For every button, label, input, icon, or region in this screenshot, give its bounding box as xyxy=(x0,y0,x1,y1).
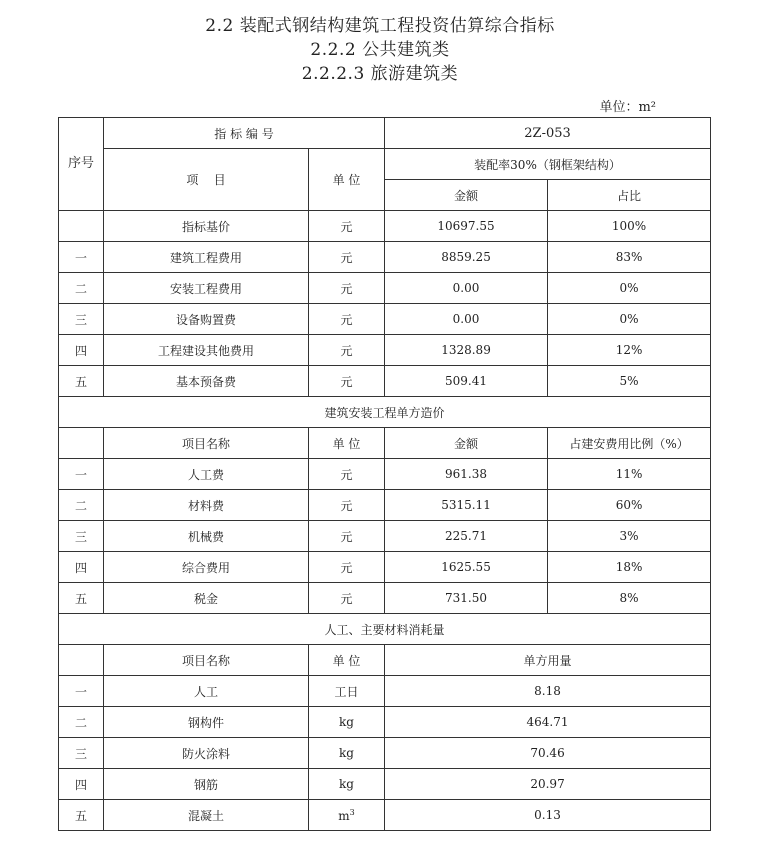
seq-cell: 二 xyxy=(59,273,104,304)
ratio-cell: 100% xyxy=(548,211,711,242)
seq-cell xyxy=(59,211,104,242)
amount-header: 金额 xyxy=(385,428,548,459)
item-name: 钢筋 xyxy=(104,769,309,800)
table-row xyxy=(59,273,711,304)
ratio-cell: 60% xyxy=(548,490,711,521)
name-header: 项目名称 xyxy=(104,645,309,676)
seq-cell: 四 xyxy=(59,769,104,800)
ratio-cell: 11% xyxy=(548,459,711,490)
ratio-header: 占比 xyxy=(548,180,711,211)
item-name: 建筑工程费用 xyxy=(104,242,309,273)
item-name: 防火涂料 xyxy=(104,738,309,769)
qty-cell: 0.13 xyxy=(385,800,711,831)
item-name: 指标基价 xyxy=(104,211,309,242)
table-row xyxy=(59,304,711,335)
ratio-cell: 83% xyxy=(548,242,711,273)
seq-cell: 四 xyxy=(59,335,104,366)
unit-cell: 元 xyxy=(309,583,385,614)
qty-header: 单方用量 xyxy=(385,645,711,676)
unit-cell: 元 xyxy=(309,366,385,397)
unit-cell: kg xyxy=(309,738,385,769)
ratio-cell: 12% xyxy=(548,335,711,366)
unit-label: 单位：m² xyxy=(599,100,656,115)
table-row xyxy=(59,676,711,707)
unit-cell: 工日 xyxy=(309,676,385,707)
table-row xyxy=(59,490,711,521)
seq-cell xyxy=(59,428,104,459)
unit-base: m xyxy=(338,808,350,823)
seq-cell: 四 xyxy=(59,552,104,583)
unit-cell: 元 xyxy=(309,459,385,490)
section-title-consumption: 人工、主要材料消耗量 xyxy=(59,614,711,645)
item-name: 人工 xyxy=(104,676,309,707)
title-block xyxy=(0,14,760,86)
unit-cell: 元 xyxy=(309,521,385,552)
section-title-unit-cost: 建筑安装工程单方造价 xyxy=(59,397,711,428)
amount-cell: 8859.25 xyxy=(385,242,548,273)
unit-header: 单 位 xyxy=(309,428,385,459)
table-row xyxy=(59,366,711,397)
seq-cell: 五 xyxy=(59,366,104,397)
item-name: 安装工程费用 xyxy=(104,273,309,304)
seq-cell: 一 xyxy=(59,242,104,273)
item-name: 税金 xyxy=(104,583,309,614)
amount-cell: 509.41 xyxy=(385,366,548,397)
ratio-header: 占建安费用比例（%） xyxy=(548,428,711,459)
item-header: 项 目 xyxy=(104,149,309,211)
item-name: 工程建设其他费用 xyxy=(104,335,309,366)
table-row xyxy=(59,738,711,769)
amount-cell: 1328.89 xyxy=(385,335,548,366)
item-name: 机械费 xyxy=(104,521,309,552)
assembly-rate-header: 装配率30%（钢框架结构） xyxy=(385,149,711,180)
ratio-cell: 8% xyxy=(548,583,711,614)
seq-cell: 五 xyxy=(59,800,104,831)
amount-cell: 0.00 xyxy=(385,273,548,304)
table-row xyxy=(59,552,711,583)
seq-cell: 一 xyxy=(59,676,104,707)
unit-cell: 元 xyxy=(309,273,385,304)
ratio-cell: 3% xyxy=(548,521,711,552)
index-code-label: 指 标 编 号 xyxy=(104,118,385,149)
ratio-cell: 5% xyxy=(548,366,711,397)
unit-cell: 元 xyxy=(309,552,385,583)
qty-cell: 20.97 xyxy=(385,769,711,800)
ratio-cell: 0% xyxy=(548,273,711,304)
item-name: 钢构件 xyxy=(104,707,309,738)
unit-cell: kg xyxy=(309,707,385,738)
amount-cell: 1625.55 xyxy=(385,552,548,583)
ratio-cell: 18% xyxy=(548,552,711,583)
item-name: 设备购置费 xyxy=(104,304,309,335)
main-title: 2.2 装配式钢结构建筑工程投资估算综合指标 xyxy=(205,16,555,36)
amount-cell: 5315.11 xyxy=(385,490,548,521)
table-row xyxy=(59,583,711,614)
seq-cell: 三 xyxy=(59,304,104,335)
unit-cell: 元 xyxy=(309,211,385,242)
item-name: 综合费用 xyxy=(104,552,309,583)
unit-header: 单 位 xyxy=(309,149,385,211)
unit-cell: 元 xyxy=(309,304,385,335)
seq-cell xyxy=(59,645,104,676)
qty-cell: 8.18 xyxy=(385,676,711,707)
unit-cell: 元 xyxy=(309,242,385,273)
unit-cell: 元 xyxy=(309,335,385,366)
table-row xyxy=(59,211,711,242)
table-row xyxy=(59,335,711,366)
index-table xyxy=(58,117,711,831)
amount-header: 金额 xyxy=(385,180,548,211)
name-header: 项目名称 xyxy=(104,428,309,459)
index-code: 2Z-053 xyxy=(385,118,711,149)
item-name: 材料费 xyxy=(104,490,309,521)
unit-cell: kg xyxy=(309,769,385,800)
amount-cell: 961.38 xyxy=(385,459,548,490)
seq-cell: 三 xyxy=(59,521,104,552)
category-title: 2.2.2.3 旅游建筑类 xyxy=(301,64,459,84)
qty-cell: 464.71 xyxy=(385,707,711,738)
seq-cell: 一 xyxy=(59,459,104,490)
amount-cell: 0.00 xyxy=(385,304,548,335)
seq-cell: 三 xyxy=(59,738,104,769)
ratio-cell: 0% xyxy=(548,304,711,335)
amount-cell: 10697.55 xyxy=(385,211,548,242)
table-row xyxy=(59,707,711,738)
unit-cell xyxy=(309,800,385,831)
unit-superscript: 3 xyxy=(349,807,355,817)
table-row xyxy=(59,800,711,831)
table-row xyxy=(59,521,711,552)
qty-cell: 70.46 xyxy=(385,738,711,769)
seq-header: 序号 xyxy=(59,118,104,211)
seq-cell: 二 xyxy=(59,707,104,738)
item-name: 人工费 xyxy=(104,459,309,490)
table-row xyxy=(59,769,711,800)
table-row xyxy=(59,459,711,490)
sub-title: 2.2.2 公共建筑类 xyxy=(310,40,450,60)
item-name: 混凝土 xyxy=(104,800,309,831)
unit-header: 单 位 xyxy=(309,645,385,676)
item-name: 基本预备费 xyxy=(104,366,309,397)
unit-cell: 元 xyxy=(309,490,385,521)
seq-cell: 五 xyxy=(59,583,104,614)
seq-cell: 二 xyxy=(59,490,104,521)
table-row xyxy=(59,242,711,273)
amount-cell: 225.71 xyxy=(385,521,548,552)
amount-cell: 731.50 xyxy=(385,583,548,614)
